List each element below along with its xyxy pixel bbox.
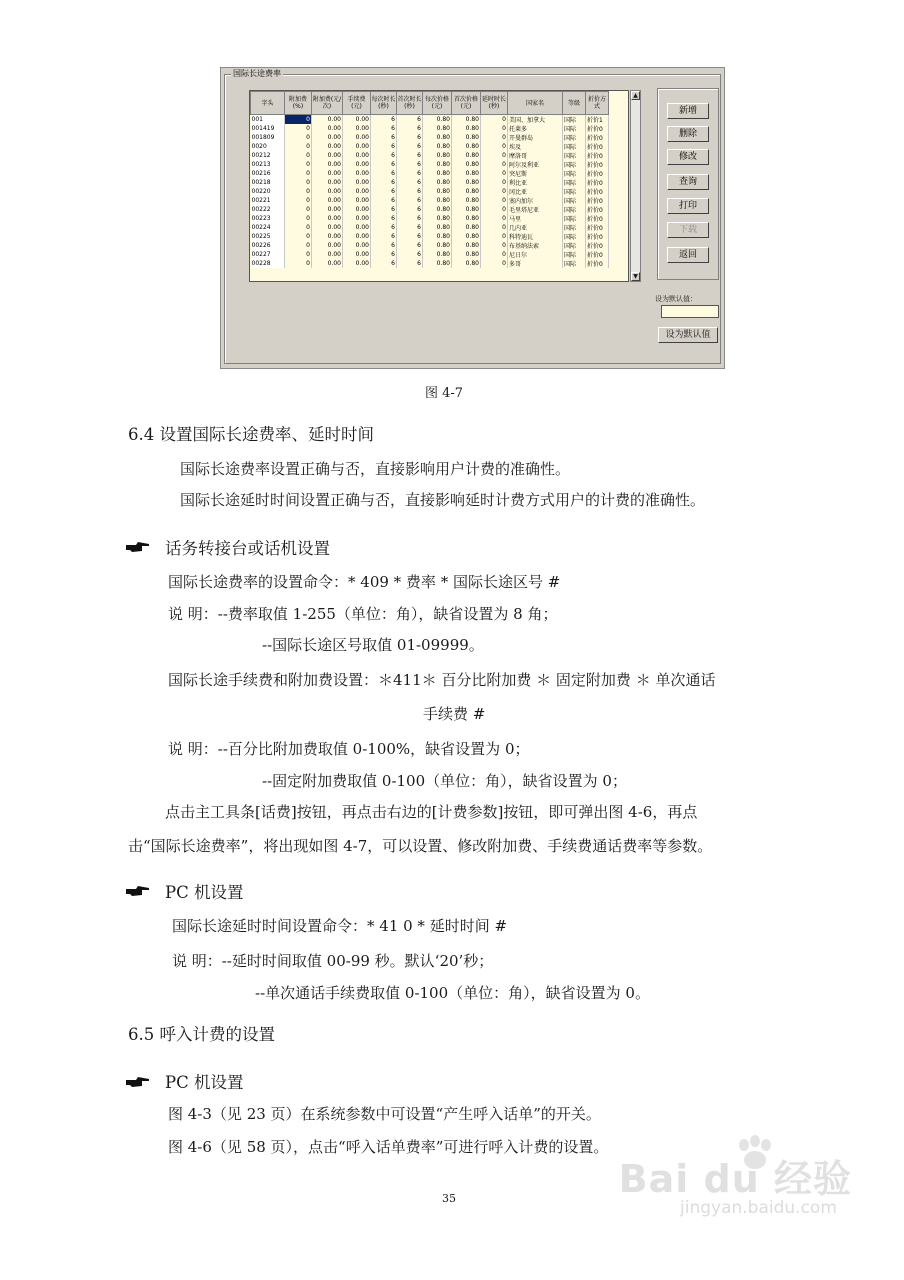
table-cell[interactable]: 00212 (251, 151, 285, 160)
table-cell[interactable]: 0.00 (343, 214, 371, 223)
table-cell[interactable]: 6 (371, 214, 397, 223)
table-cell[interactable]: 多哥 (508, 259, 563, 268)
table-cell[interactable]: 0.80 (452, 250, 481, 259)
table-cell[interactable]: 0.00 (312, 205, 343, 214)
table-cell[interactable]: 0 (481, 205, 508, 214)
table-row[interactable] (251, 169, 609, 178)
table-cell[interactable]: 0.00 (312, 178, 343, 187)
table-cell[interactable]: 0.00 (343, 178, 371, 187)
grid-column-header[interactable]: 附加费(元/次) (312, 92, 343, 115)
table-cell[interactable]: 国际 (563, 124, 586, 133)
table-cell[interactable]: 0.80 (423, 169, 452, 178)
table-cell[interactable]: 折价0 (586, 124, 609, 133)
note-line: --单次通话手续费取值 0-100（单位：角），缺省设置为 0。 (255, 984, 650, 1002)
table-cell[interactable]: 00228 (251, 259, 285, 268)
table-row[interactable] (251, 160, 609, 169)
page-number: 35 (442, 1192, 456, 1205)
table-cell[interactable]: 阿尔及利亚 (508, 160, 563, 169)
table-row[interactable] (251, 151, 609, 160)
table-cell[interactable]: 折价0 (586, 169, 609, 178)
table-cell[interactable]: 0.80 (452, 160, 481, 169)
table-row[interactable] (251, 124, 609, 133)
table-cell[interactable]: 0.80 (452, 115, 481, 125)
table-cell[interactable]: 0 (285, 223, 312, 232)
table-cell[interactable]: 折价0 (586, 142, 609, 151)
table-cell[interactable]: 6 (371, 124, 397, 133)
table-cell[interactable]: 0.80 (452, 187, 481, 196)
table-cell[interactable]: 折价0 (586, 160, 609, 169)
table-cell[interactable]: 折价0 (586, 178, 609, 187)
table-cell[interactable]: 0 (481, 214, 508, 223)
table-cell[interactable]: 国际 (563, 160, 586, 169)
command-line: 国际长途费率的设置命令：* 409 * 费率 * 国际长途区号 # (168, 573, 561, 591)
pointing-hand-icon (126, 884, 150, 898)
table-cell[interactable]: 国际 (563, 232, 586, 241)
table-cell[interactable]: 6 (371, 151, 397, 160)
grid-column-header[interactable]: 首次时长(秒) (397, 92, 423, 115)
delete-button[interactable]: 删除 (667, 126, 709, 142)
query-button[interactable]: 查询 (667, 174, 709, 190)
table-cell[interactable]: 0 (285, 124, 312, 133)
table-cell[interactable]: 0.80 (423, 250, 452, 259)
table-cell[interactable]: 6 (371, 133, 397, 142)
table-cell[interactable]: 0 (481, 133, 508, 142)
table-cell[interactable]: 0 (481, 250, 508, 259)
subsection-title: PC 机设置 (165, 1073, 244, 1092)
table-cell[interactable]: 0.00 (343, 187, 371, 196)
table-cell[interactable]: 0.00 (312, 250, 343, 259)
table-cell[interactable]: 国际 (563, 223, 586, 232)
subsection-title: PC 机设置 (165, 883, 244, 902)
paragraph: 图 4-3（见 23 页）在系统参数中可设置“产生呼入话单”的开关。 (168, 1105, 601, 1123)
table-row[interactable] (251, 241, 609, 250)
table-cell[interactable]: 0.00 (343, 232, 371, 241)
paragraph: 击“国际长途费率”，将出现如图 4-7，可以设置、修改附加费、手续费通话费率等参数。 (128, 837, 713, 855)
table-row[interactable] (251, 115, 609, 125)
table-cell[interactable]: 0.00 (343, 142, 371, 151)
table-cell[interactable]: 国际 (563, 133, 586, 142)
table-cell[interactable]: 折价0 (586, 151, 609, 160)
table-cell[interactable]: 6 (371, 115, 397, 125)
table-cell[interactable]: 00227 (251, 250, 285, 259)
table-cell[interactable]: 0.80 (452, 205, 481, 214)
table-cell[interactable]: 6 (371, 169, 397, 178)
table-cell[interactable]: 0.80 (423, 115, 452, 125)
table-cell[interactable]: 0.00 (312, 241, 343, 250)
table-cell[interactable]: 6 (371, 232, 397, 241)
table-row[interactable] (251, 196, 609, 205)
table-cell[interactable]: 托莱多 (508, 124, 563, 133)
table-cell[interactable]: 0.80 (423, 142, 452, 151)
table-cell[interactable]: 0.80 (452, 259, 481, 268)
button-panel (657, 88, 719, 280)
table-cell[interactable]: 0.00 (312, 151, 343, 160)
table-cell[interactable]: 6 (397, 259, 423, 268)
table-cell[interactable]: 0.80 (452, 214, 481, 223)
table-row[interactable] (251, 133, 609, 142)
table-cell[interactable]: 0 (285, 205, 312, 214)
table-cell[interactable]: 0.80 (423, 223, 452, 232)
table-cell[interactable]: 国际 (563, 169, 586, 178)
table-row[interactable] (251, 205, 609, 214)
grid-header-row (251, 92, 609, 115)
table-cell[interactable]: 6 (397, 160, 423, 169)
watermark-url: jingyan.baidu.com (680, 1198, 837, 1218)
table-cell[interactable]: 折价0 (586, 205, 609, 214)
table-row[interactable] (251, 259, 609, 268)
table-cell[interactable]: 突尼斯 (508, 169, 563, 178)
table-cell[interactable]: 0.80 (423, 187, 452, 196)
command-line: 手续费 # (423, 705, 486, 723)
grid-column-header[interactable]: 手续费(元) (343, 92, 371, 115)
grid-column-header[interactable]: 国家名 (508, 92, 563, 115)
table-cell[interactable]: 6 (397, 169, 423, 178)
table-cell[interactable]: 6 (371, 241, 397, 250)
groupbox-title: 国际长途费率 (233, 69, 281, 78)
table-cell[interactable]: 埃及 (508, 142, 563, 151)
rate-dialog-screenshot (220, 67, 725, 369)
table-cell[interactable]: 0.80 (423, 241, 452, 250)
table-cell[interactable]: 国际 (563, 241, 586, 250)
table-cell[interactable]: 6 (397, 178, 423, 187)
table-cell[interactable]: 0.00 (312, 232, 343, 241)
rate-table (250, 91, 609, 268)
table-cell[interactable]: 折价0 (586, 232, 609, 241)
paragraph: 国际长途延时时间设置正确与否，直接影响延时计费方式用户的计费的准确性。 (180, 491, 706, 509)
table-cell[interactable]: 0.00 (343, 160, 371, 169)
table-cell[interactable]: 0.00 (343, 151, 371, 160)
table-cell[interactable]: 00216 (251, 169, 285, 178)
table-cell[interactable]: 国际 (563, 214, 586, 223)
table-cell[interactable]: 0.80 (423, 133, 452, 142)
watermark-brand: Bai du 经验 (618, 1157, 852, 1201)
table-cell[interactable]: 0 (285, 241, 312, 250)
table-cell[interactable]: 6 (371, 250, 397, 259)
table-cell[interactable]: 0 (481, 142, 508, 151)
table-cell[interactable]: 0.80 (452, 142, 481, 151)
table-cell[interactable]: 0.80 (423, 214, 452, 223)
section-6-5-heading: 6.5 呼入计费的设置 (128, 1025, 275, 1044)
table-cell[interactable]: 0.80 (452, 223, 481, 232)
table-cell[interactable]: 0.80 (423, 196, 452, 205)
table-cell[interactable]: 001419 (251, 124, 285, 133)
table-cell[interactable]: 0020 (251, 142, 285, 151)
table-cell[interactable]: 6 (397, 223, 423, 232)
table-cell[interactable]: 0.80 (452, 169, 481, 178)
table-cell[interactable]: 0.00 (312, 169, 343, 178)
note-line: --国际长途区号取值 01-09999。 (262, 636, 484, 654)
table-cell[interactable]: 6 (397, 115, 423, 125)
pointing-hand-icon (126, 1075, 150, 1089)
table-cell[interactable]: 0.00 (312, 259, 343, 268)
table-cell[interactable]: 001809 (251, 133, 285, 142)
table-cell[interactable]: 0.80 (423, 205, 452, 214)
table-cell[interactable]: 0.80 (452, 124, 481, 133)
table-cell[interactable]: 0.00 (312, 160, 343, 169)
table-cell[interactable]: 0.00 (343, 196, 371, 205)
table-row[interactable] (251, 250, 609, 259)
paragraph: 点击主工具条[话费]按钮，再点击右边的[计费参数]按钮，即可弹出图 4-6，再点 (165, 803, 698, 821)
table-cell[interactable]: 0.80 (452, 133, 481, 142)
figure-caption: 图 4-7 (425, 386, 464, 401)
table-cell[interactable]: 00224 (251, 223, 285, 232)
table-cell[interactable]: 国际 (563, 259, 586, 268)
table-row[interactable] (251, 142, 609, 151)
table-cell[interactable]: 0 (285, 232, 312, 241)
set-default-button[interactable]: 设为默认值 (658, 327, 718, 343)
table-cell[interactable]: 6 (371, 223, 397, 232)
table-row[interactable] (251, 232, 609, 241)
table-cell[interactable]: 0 (481, 160, 508, 169)
table-cell[interactable]: 0.00 (343, 205, 371, 214)
table-cell[interactable]: 塞内加尔 (508, 196, 563, 205)
table-cell[interactable]: 0 (285, 115, 312, 125)
table-cell[interactable]: 毛里塔尼亚 (508, 205, 563, 214)
table-cell[interactable]: 0.00 (343, 259, 371, 268)
table-cell[interactable]: 尼日尔 (508, 250, 563, 259)
table-cell[interactable]: 6 (397, 187, 423, 196)
table-cell[interactable]: 0.80 (423, 259, 452, 268)
table-cell[interactable]: 6 (371, 205, 397, 214)
table-cell[interactable]: 6 (397, 133, 423, 142)
table-cell[interactable]: 0 (481, 169, 508, 178)
default-value-input[interactable] (661, 305, 719, 318)
table-cell[interactable]: 0 (481, 151, 508, 160)
download-button[interactable]: 下载 (667, 222, 709, 238)
table-cell[interactable]: 国际 (563, 115, 586, 125)
table-cell[interactable]: 6 (397, 142, 423, 151)
table-cell[interactable]: 0.00 (343, 241, 371, 250)
table-cell[interactable]: 00222 (251, 205, 285, 214)
pointing-hand-icon (126, 540, 150, 554)
table-cell[interactable]: 6 (397, 205, 423, 214)
table-cell[interactable]: 折价0 (586, 214, 609, 223)
table-cell[interactable]: 0.80 (423, 232, 452, 241)
table-row[interactable] (251, 187, 609, 196)
table-cell[interactable]: 美国、加拿大 (508, 115, 563, 125)
table-cell[interactable]: 0.00 (312, 214, 343, 223)
table-cell[interactable]: 6 (371, 259, 397, 268)
table-cell[interactable]: 6 (397, 250, 423, 259)
table-cell[interactable]: 0 (481, 187, 508, 196)
table-cell[interactable]: 6 (371, 187, 397, 196)
table-cell[interactable]: 0.00 (343, 169, 371, 178)
subsection-title: 话务转接台或话机设置 (165, 539, 330, 558)
add-button[interactable]: 新增 (667, 103, 709, 119)
table-cell[interactable]: 0.00 (312, 115, 343, 125)
table-cell[interactable]: 00221 (251, 196, 285, 205)
table-cell[interactable]: 0.80 (452, 178, 481, 187)
table-cell[interactable]: 0.00 (312, 187, 343, 196)
table-cell[interactable]: 6 (397, 241, 423, 250)
scroll-up-icon[interactable]: ▲ (631, 91, 640, 100)
table-cell[interactable]: 0 (285, 214, 312, 223)
back-button[interactable]: 返回 (667, 247, 709, 263)
table-cell[interactable]: 6 (397, 124, 423, 133)
table-cell[interactable]: 折价0 (586, 187, 609, 196)
table-cell[interactable]: 00220 (251, 187, 285, 196)
table-cell[interactable]: 0.00 (312, 133, 343, 142)
table-cell[interactable]: 国际 (563, 196, 586, 205)
table-cell[interactable]: 00225 (251, 232, 285, 241)
table-cell[interactable]: 6 (371, 178, 397, 187)
table-cell[interactable]: 0.00 (312, 124, 343, 133)
table-cell[interactable]: 6 (397, 151, 423, 160)
table-cell[interactable]: 国际 (563, 187, 586, 196)
grid-scrollbar[interactable] (630, 90, 641, 282)
table-cell[interactable]: 布基纳法索 (508, 241, 563, 250)
table-cell[interactable]: 0 (285, 133, 312, 142)
paragraph: 图 4-6（见 58 页），点击“呼入话单费率”可进行呼入计费的设置。 (168, 1138, 609, 1156)
table-cell[interactable]: 马里 (508, 214, 563, 223)
command-line: 国际长途手续费和附加费设置：＊411＊ 百分比附加费 ＊ 固定附加费 ＊ 单次通话 (168, 671, 716, 689)
table-cell[interactable]: 0.00 (343, 115, 371, 125)
table-row[interactable] (251, 223, 609, 232)
table-cell[interactable]: 国际 (563, 142, 586, 151)
table-cell[interactable]: 冈比亚 (508, 187, 563, 196)
table-cell[interactable]: 0.80 (452, 241, 481, 250)
table-cell[interactable]: 0 (481, 259, 508, 268)
table-cell[interactable]: 6 (371, 196, 397, 205)
table-cell[interactable]: 00226 (251, 241, 285, 250)
table-cell[interactable]: 0 (481, 223, 508, 232)
default-value-label: 设为默认值： (655, 295, 697, 303)
table-cell[interactable]: 折价1 (586, 115, 609, 125)
table-cell[interactable]: 0.80 (452, 232, 481, 241)
command-line: 国际长途延时时间设置命令：* 41 0 * 延时时间 # (172, 917, 508, 935)
table-cell[interactable]: 0 (481, 196, 508, 205)
table-cell[interactable]: 0 (285, 250, 312, 259)
grid-column-header[interactable]: 每次价格(元) (423, 92, 452, 115)
table-cell[interactable]: 折价0 (586, 133, 609, 142)
table-cell[interactable]: 0 (285, 169, 312, 178)
rate-groupbox (224, 69, 721, 364)
print-button[interactable]: 打印 (667, 198, 709, 214)
table-cell[interactable]: 折价0 (586, 241, 609, 250)
table-cell[interactable]: 国际 (563, 205, 586, 214)
table-cell[interactable]: 0.80 (423, 160, 452, 169)
table-cell[interactable]: 0 (285, 196, 312, 205)
table-cell[interactable]: 0.00 (312, 196, 343, 205)
note-line: 说 明：--延时时间取值 00-99 秒。默认‘20’秒； (172, 952, 494, 970)
table-cell[interactable]: 0.80 (423, 124, 452, 133)
table-cell[interactable]: 00223 (251, 214, 285, 223)
scroll-down-icon[interactable]: ▼ (631, 272, 640, 281)
table-cell[interactable]: 6 (371, 160, 397, 169)
table-cell[interactable]: 0 (481, 241, 508, 250)
grid-column-header[interactable]: 附加费(%) (285, 92, 312, 115)
table-cell[interactable]: 0 (285, 187, 312, 196)
table-cell[interactable]: 0.80 (423, 151, 452, 160)
table-cell[interactable]: 0 (285, 259, 312, 268)
table-row[interactable] (251, 214, 609, 223)
table-cell[interactable]: 0 (481, 178, 508, 187)
note-line: --固定附加费取值 0-100（单位：角），缺省设置为 0； (262, 772, 627, 790)
table-cell[interactable]: 0.00 (343, 223, 371, 232)
table-cell[interactable]: 摩洛哥 (508, 151, 563, 160)
table-cell[interactable]: 国际 (563, 178, 586, 187)
grid-column-header[interactable]: 折价方式 (586, 92, 609, 115)
note-line: 说 明：--费率取值 1-255（单位：角），缺省设置为 8 角； (168, 605, 558, 623)
table-cell[interactable]: 国际 (563, 250, 586, 259)
table-cell[interactable]: 0.00 (312, 223, 343, 232)
table-cell[interactable]: 国际 (563, 151, 586, 160)
table-cell[interactable]: 利比亚 (508, 178, 563, 187)
table-cell[interactable]: 6 (397, 196, 423, 205)
grid-column-header[interactable]: 等级 (563, 92, 586, 115)
table-cell[interactable]: 0.80 (452, 196, 481, 205)
table-cell[interactable]: 0 (481, 232, 508, 241)
table-row[interactable] (251, 178, 609, 187)
table-cell[interactable]: 6 (397, 214, 423, 223)
table-cell[interactable]: 几内亚 (508, 223, 563, 232)
table-cell[interactable]: 0.00 (343, 124, 371, 133)
table-cell[interactable]: 折价0 (586, 259, 609, 268)
table-cell[interactable]: 0.80 (423, 178, 452, 187)
modify-button[interactable]: 修改 (667, 149, 709, 165)
section-6-4-heading: 6.4 设置国际长途费率、延时时间 (128, 425, 374, 444)
table-cell[interactable]: 开曼群岛 (508, 133, 563, 142)
paragraph: 国际长途费率设置正确与否，直接影响用户计费的准确性。 (180, 460, 571, 478)
table-cell[interactable]: 00213 (251, 160, 285, 169)
table-cell[interactable]: 0 (481, 115, 508, 125)
table-cell[interactable]: 6 (397, 232, 423, 241)
table-cell[interactable]: 001 (251, 115, 285, 125)
table-cell[interactable]: 0.00 (343, 250, 371, 259)
grid-column-header[interactable]: 每次时长(秒) (371, 92, 397, 115)
rate-grid[interactable] (249, 90, 629, 282)
table-cell[interactable]: 0.00 (312, 142, 343, 151)
note-line: 说 明：--百分比附加费取值 0-100%，缺省设置为 0； (168, 740, 530, 758)
table-cell[interactable]: 0 (285, 142, 312, 151)
grid-column-header[interactable]: 延时时长(秒) (481, 92, 508, 115)
table-cell[interactable]: 0 (285, 178, 312, 187)
table-cell[interactable]: 0 (285, 151, 312, 160)
table-cell[interactable]: 0.00 (343, 133, 371, 142)
table-cell[interactable]: 折价0 (586, 223, 609, 232)
table-cell[interactable]: 0 (481, 124, 508, 133)
table-cell[interactable]: 科特迪瓦 (508, 232, 563, 241)
table-cell[interactable]: 折价0 (586, 250, 609, 259)
table-cell[interactable]: 6 (371, 142, 397, 151)
table-cell[interactable]: 00218 (251, 178, 285, 187)
table-cell[interactable]: 折价0 (586, 196, 609, 205)
grid-column-header[interactable]: 首次价格(元) (452, 92, 481, 115)
table-cell[interactable]: 0.80 (452, 151, 481, 160)
grid-column-header[interactable]: 字头 (251, 92, 285, 115)
table-cell[interactable]: 0 (285, 160, 312, 169)
